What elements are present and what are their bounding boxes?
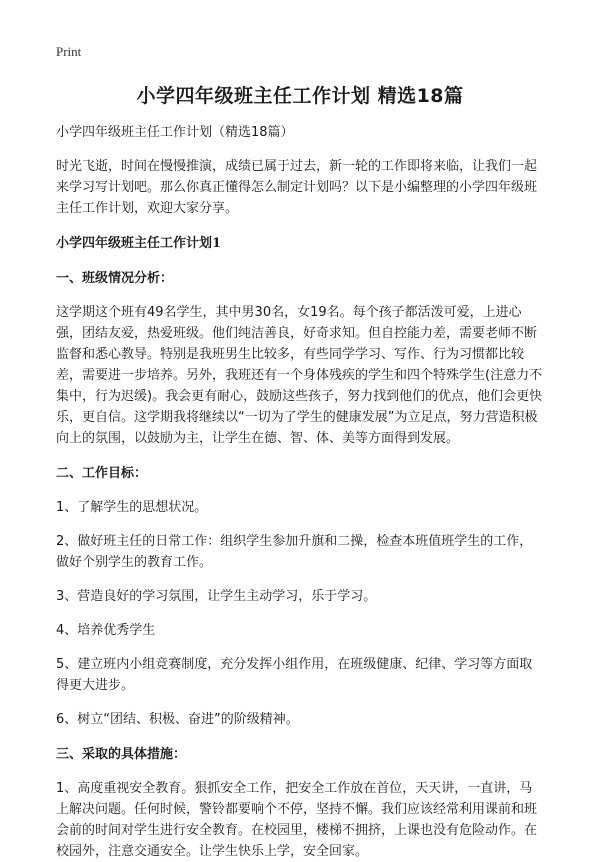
document-subtitle: 小学四年级班主任工作计划（精选18篇） <box>56 125 294 140</box>
goal-item: 5、建立班内小组竞赛制度，充分发挥小组作用，在班级健康、纪律、学习等方面取得更大进步。 <box>56 657 533 693</box>
section-heading-work-goals: 二、工作目标： <box>56 466 148 481</box>
class-analysis-paragraph: 这学期这个班有49名学生，其中男30名，女19名。每个孩子都活泼可爱，上进心强，团结友爱，热爱班级。他们纯洁善良，好奇求知。但自控能力差，需要老师不断监督和悉心教导。特别是我班男生比较多，有些同学学习、写作、行为习惯都比较差，需要进一步培养。另外，我班还有一个身体残疾的学生和四个特殊学生(注意力不集中，行为迟缓)。我会更有耐心，鼓励这些孩子，努力找到他们的优点，他们会更快乐，更自信。这学期我将继续以“一切为了学生的健康发展”为立足点，努力营造积极向上的氛围，以鼓励为主，让学生在德、智、体、美等方面得到发展。 <box>56 305 543 446</box>
goal-item: 3、营造良好的学习氛围，让学生主动学习，乐于学习。 <box>56 589 377 604</box>
print-link[interactable]: Print <box>56 44 82 59</box>
page-title: 小学四年级班主任工作计划 精选18篇 <box>136 85 464 107</box>
section-heading-class-analysis: 一、班级情况分析： <box>56 271 174 286</box>
goal-item: 4、培养优秀学生 <box>56 623 156 638</box>
measure-item: 1、高度重视安全教育。狠抓安全工作，把安全工作放在首位，天天讲，一直讲，马上解决问题。任何时候，警铃都要响个不停，坚持不懈。我们应该经常利用课前和班会前的时间对学生进行安全教育。在校园里，楼梯不拥挤，上课也没有危险动作。在校园外，注意交通安全。让学生快乐上学，安全回家。 <box>56 781 538 859</box>
intro-paragraph: 时光飞逝，时间在慢慢推演，成绩已属于过去，新一轮的工作即将来临，让我们一起来学习写计划吧。那么你真正懂得怎么制定计划吗？以下是小编整理的小学四年级班主任工作计划，欢迎大家分享。 <box>56 159 538 216</box>
goal-item: 2、做好班主任的日常工作：组织学生参加升旗和二操，检查本班值班学生的工作，做好个别学生的教育工作。 <box>56 534 533 570</box>
goal-item: 6、树立“团结、积极、奋进”的阶级精神。 <box>56 712 299 727</box>
goal-item: 1、了解学生的思想状况。 <box>56 500 208 515</box>
plan-heading: 小学四年级班主任工作计划1 <box>56 236 222 251</box>
section-heading-measures: 三、采取的具体措施： <box>56 747 187 762</box>
